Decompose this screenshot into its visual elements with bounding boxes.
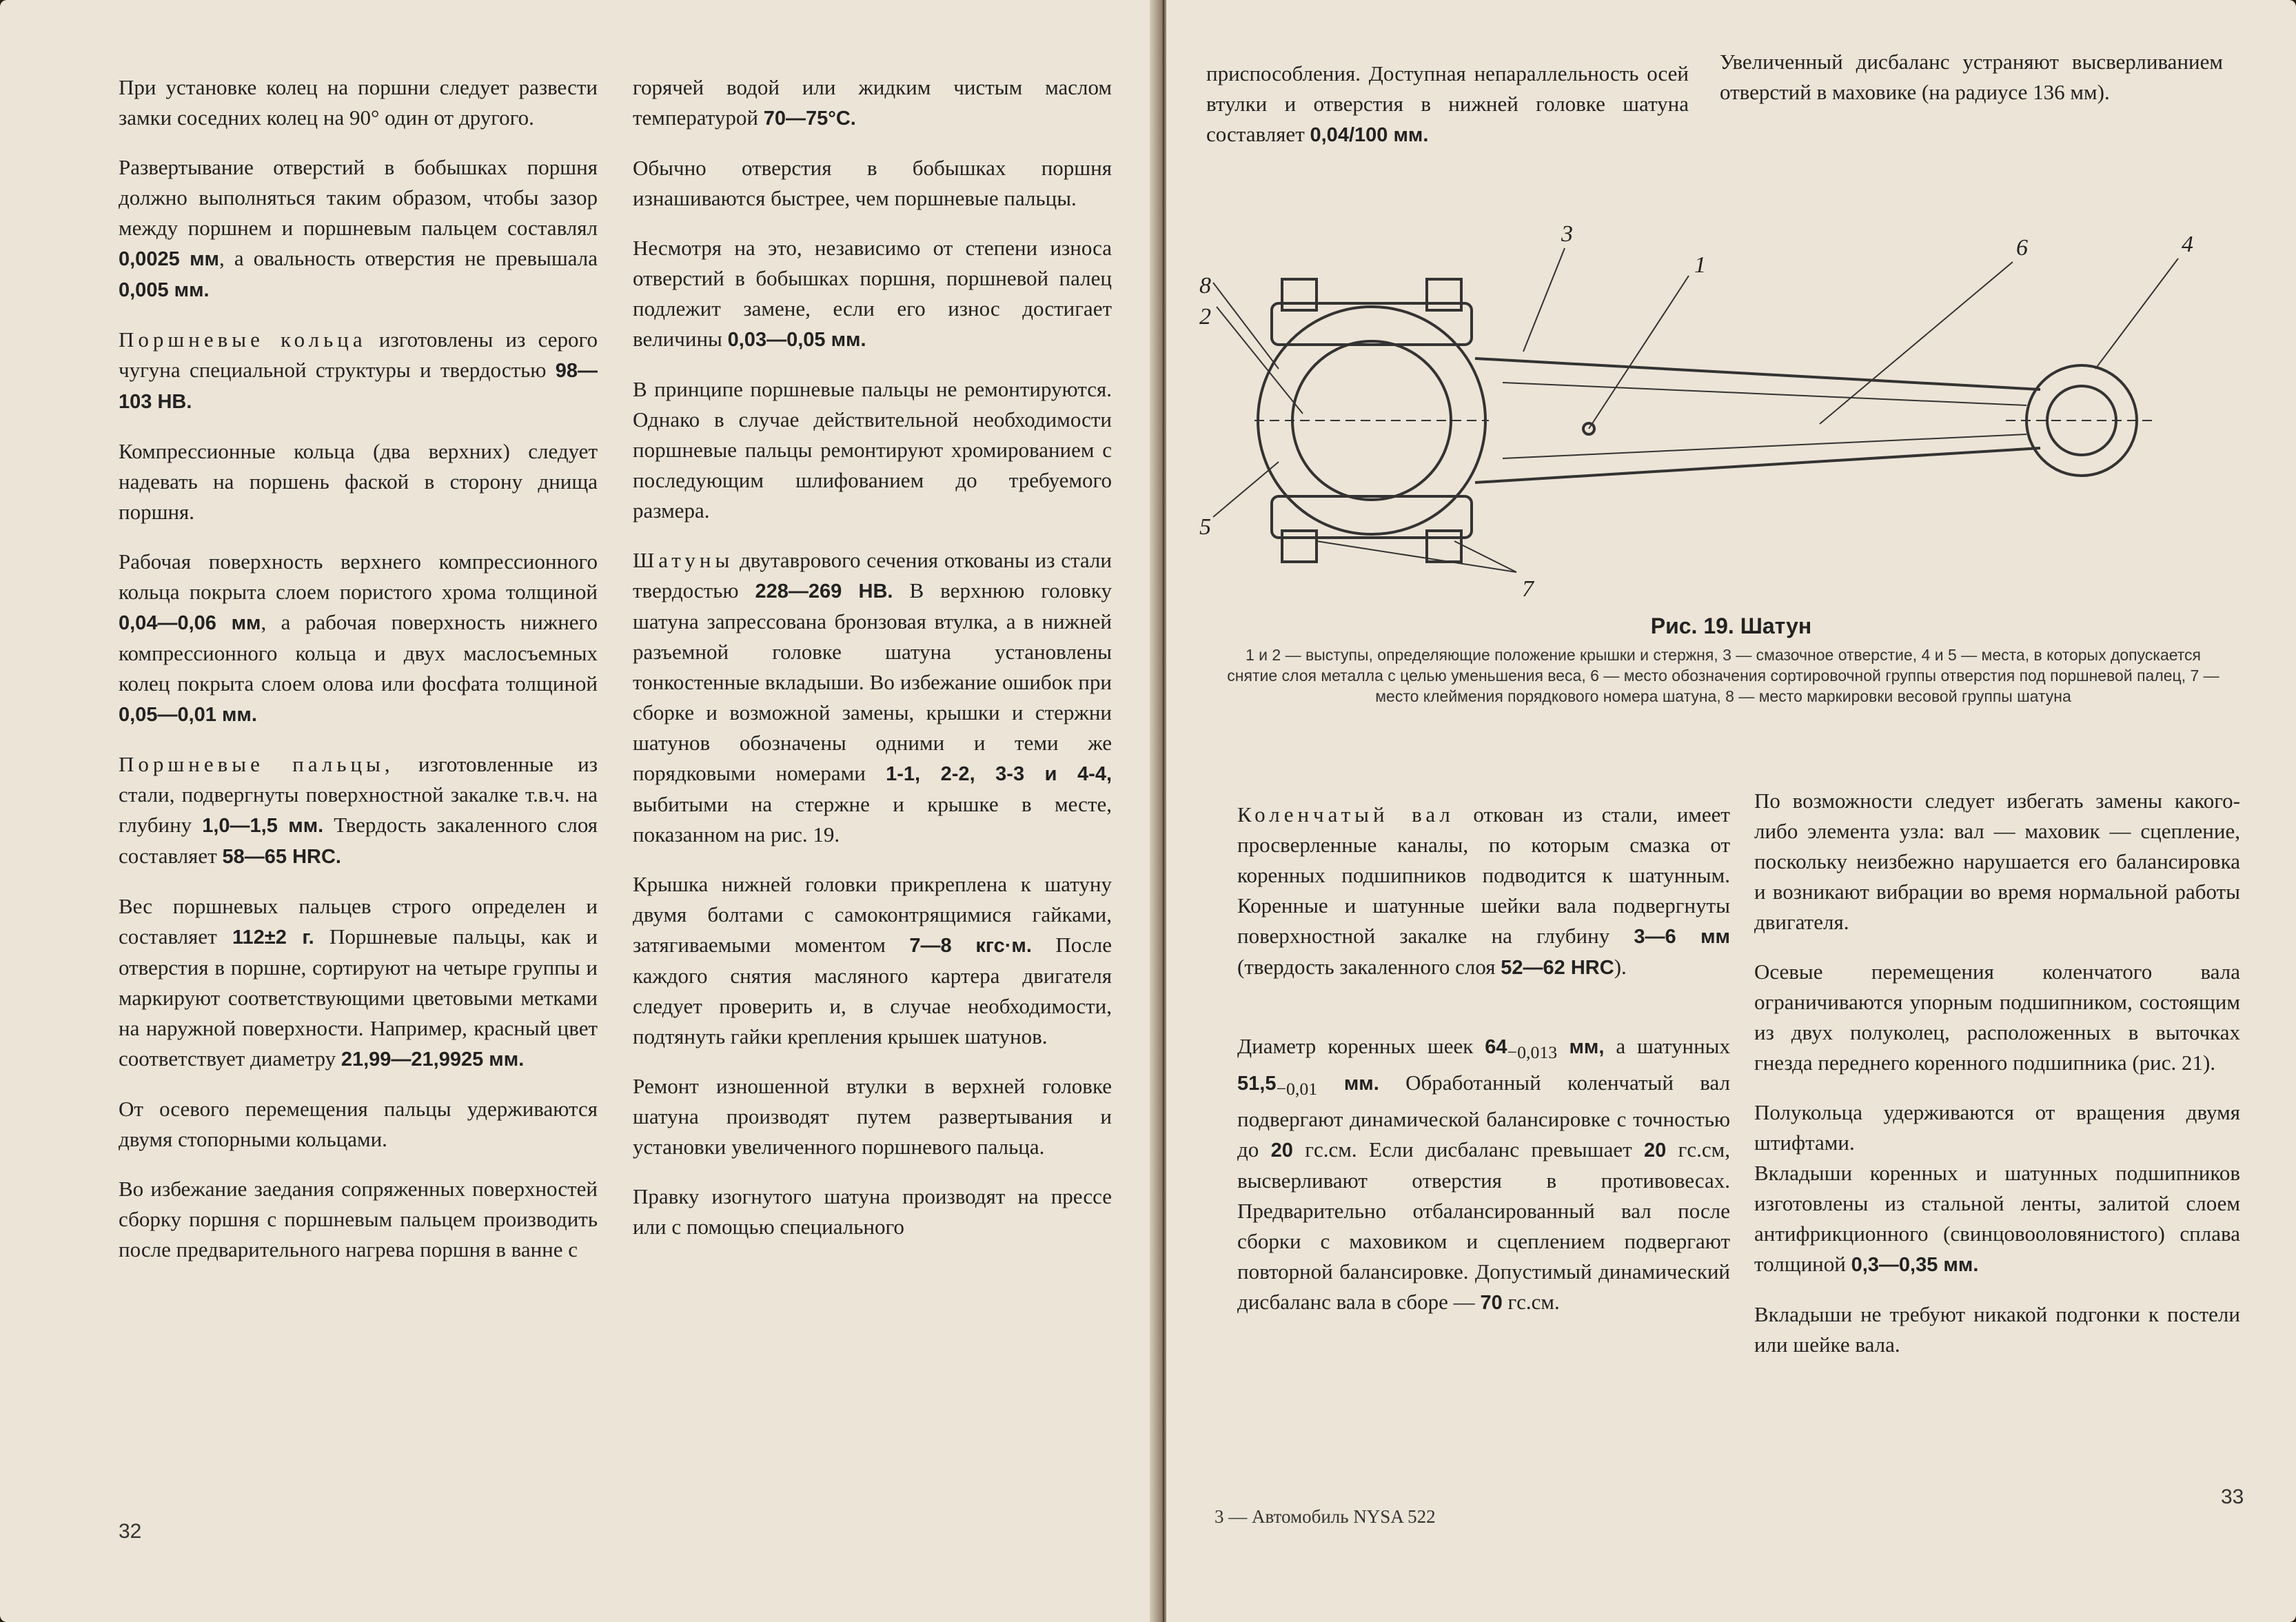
paragraph: Во избежание заедания сопряженных поверхностей сборку поршня с поршневым пальцем производить после предварительного нагрева поршня в ванне с: [119, 1177, 598, 1261]
right-page-top-column-1: [1206, 59, 1689, 170]
bolt-nut: [1282, 531, 1317, 562]
figure-label-2: 2: [1199, 304, 1211, 330]
rod-shank: [1475, 358, 2040, 483]
figure-label-4: 4: [2182, 232, 2193, 257]
paragraph: От осевого перемещения пальцы удерживаются двумя стопорными кольцами.: [119, 1097, 598, 1151]
paragraph: Развертывание отверстий в бобышках поршня должно выполняться таким образом, чтобы зазор между поршнем и поршневым пальцем составлял 0,0025 мм, а овальность отверстия не превышала 0,005 мм.: [119, 155, 598, 301]
paragraph: Диаметр коренных шеек $64_{-0,013}$ мм, а шатунных $51,5_{-0,01}$ мм. Обработанный коленчатый вал подвергают динамической балансировке с точностью до 20 гс.см. Если дисбаланс превышает 20 гс.см, высверливают отверстия в противовесах. Предварительно отбалансированный вал после сборки с маховиком и сцеплением подвергают повторной балансировке. Допустимый динамический дисбаланс вала в сборе — 70 гс.см.: [1237, 1034, 1731, 1315]
paragraph: Вес поршневых пальцев строго определен и составляет 112±2 г. Поршневые пальцы, как и отверстия в поршне, сортируют на четыре группы и маркируют соответствующими цветовыми метками на наружной поверхности. Например, красный цвет соответствует диаметру 21,99—21,9925 мм.: [119, 894, 598, 1071]
figure-label-6: 6: [2016, 235, 2028, 261]
right-page-column-1: [1237, 800, 1730, 1337]
paragraph: Обычно отверстия в бобышках поршня изнашиваются быстрее, чем поршневые пальцы.: [633, 156, 1112, 210]
left-page-column-2: [633, 72, 1112, 1261]
paragraph: Вкладыши не требуют никакой подгонки к постели или шейке вала.: [1754, 1302, 2240, 1357]
paragraph: Ремонт изношенной втулки в верхней головке шатуна производят путем развертывания и установки увеличенного поршневого пальца.: [633, 1074, 1112, 1159]
bolt-head: [1282, 279, 1317, 310]
paragraph: Несмотря на это, независимо от степени износа отверстий в бобышках поршня, поршневой палец подлежит замене, если его износ достигает величины 0,03—0,05 мм.: [633, 236, 1112, 351]
paragraph: Осевые перемещения коленчатого вала ограничиваются упорным подшипником, состоящим из двух полуколец, расположенных в выточках гнезда переднего коренного подшипника (рис. 21).: [1754, 960, 2240, 1075]
figure-caption: 1 и 2 — выступы, определяющие положение крышки и стержня, 3 — смазочное отверстие, 4 и 5 — места, в которых допускается снятие слоя металла с целью уменьшения веса, 6 — место обозначения сортировочной группы отверстия под поршневой палец, 7 — место клеймения порядкового номера шатуна, 8 — место маркировки весовой группы шатуна: [1227, 646, 2219, 705]
paragraph: Шатуны двутаврового сечения откованы из стали твердостью 228—269 НВ. В верхнюю головку шатуна запрессована бронзовая втулка, а в нижней разъемной головке шатуна установлены тонкостенные вкладыши. Во избежание ошибок при сборке и возможной замены, крышки и стержни шатунов обозначены одними и теми же порядковыми номерами 1-1, 2-2, 3-3 и 4-4, выбитыми на стержне и крышке в месте, показанном на рис. 19.: [633, 548, 1112, 847]
bolt-nut: [1427, 531, 1461, 562]
page-footer: 3 — Автомобиль NYSA 522: [1215, 1506, 1436, 1527]
paragraph: При установке колец на поршни следует развести замки соседних колец на 90° один от другого.: [119, 75, 598, 130]
figure-label-5: 5: [1199, 514, 1211, 540]
paragraph: горячей водой или жидким чистым маслом температурой 70—75°С.: [633, 75, 1112, 130]
page-number: 32: [119, 1520, 142, 1543]
paragraph: Поршневые кольца изготовлены из серого чугуна специальной структуры и твердостью 98—103 НВ.: [119, 327, 598, 413]
paragraph: По возможности следует избегать замены какого-либо элемента узла: вал — маховик — сцепление, поскольку неизбежно нарушается его балансировка и возникают вибрации во время нормальной работы двигателя.: [1754, 789, 2240, 934]
figure-title: Рис. 19. Шатун: [1650, 614, 1812, 638]
paragraph: Компрессионные кольца (два верхних) следует надевать на поршень фаской в сторону днища поршня.: [119, 439, 598, 524]
connecting-rod-drawing: [1199, 221, 2233, 607]
right-page-column-2: [1754, 786, 2240, 1379]
figure-label-7: 7: [1522, 576, 1534, 602]
paragraph: Поршневые пальцы, изготовленные из стали, подвергнуты поверхностной закалке т.в.ч. на глубину 1,0—1,5 мм. Твердость закаленного слоя составляет 58—65 HRC.: [119, 752, 598, 868]
rod-rib: [1503, 383, 2026, 458]
page-number: 33: [2221, 1486, 2244, 1508]
right-page-top-column-2: [1720, 47, 2223, 127]
paragraph: В принципе поршневые пальцы не ремонтируются. Однако в случае действительной необходимости поршневые пальцы ремонтируют хромированием с последующим шлифованием до требуемого размера.: [633, 377, 1112, 523]
paragraph: Рабочая поверхность верхнего компрессионного кольца покрыта слоем пористого хрома толщиной 0,04—0,06 мм, а рабочая поверхность нижнего компрессионного кольца и двух маслосъемных колец покрыта слоем олова или фосфата толщиной 0,05—0,01 мм.: [119, 549, 598, 726]
paragraph: приспособления. Доступная непараллельность осей втулки и отверстия в нижней головке шатуна составляет 0,04/100 мм.: [1206, 61, 1689, 146]
figure-label-8: 8: [1199, 273, 1211, 298]
paragraph: Увеличенный дисбаланс устраняют высверливанием отверстий в маховике (на радиусе 136 мм).: [1720, 50, 2223, 104]
figure-label-1: 1: [1694, 252, 1706, 278]
bolt-head: [1427, 279, 1461, 310]
paragraph: Вкладыши коренных и шатунных подшипников изготовлены из стальной ленты, залитой слоем антифрикционного (свинцовооловянистого) сплава толщиной 0,3—0,35 мм.: [1754, 1161, 2240, 1276]
figure-label-3: 3: [1561, 221, 1573, 247]
left-page-column-1: [119, 72, 598, 1284]
paragraph: Правку изогнутого шатуна производят на прессе или с помощью специального: [633, 1184, 1112, 1239]
paragraph: Крышка нижней головки прикреплена к шатуну двумя болтами с самоконтрящимися гайками, затягиваемыми моментом 7—8 кгс·м. После каждого снятия масляного картера двигателя следует проверить и, в случае необходимости, подтянуть гайки крепления крышек шатунов.: [633, 872, 1113, 1048]
paragraph: Коленчатый вал откован из стали, имеет просверленные каналы, по которым смазка от коренных подшипников подводится к шатунным. Коренные и шатунные шейки вала подвергнуты поверхностной закалке на глубину 3—6 мм (твердость закаленного слоя 52—62 HRC).: [1237, 802, 1730, 979]
paragraph: Полукольца удерживаются от вращения двумя штифтами.: [1754, 1100, 2240, 1155]
